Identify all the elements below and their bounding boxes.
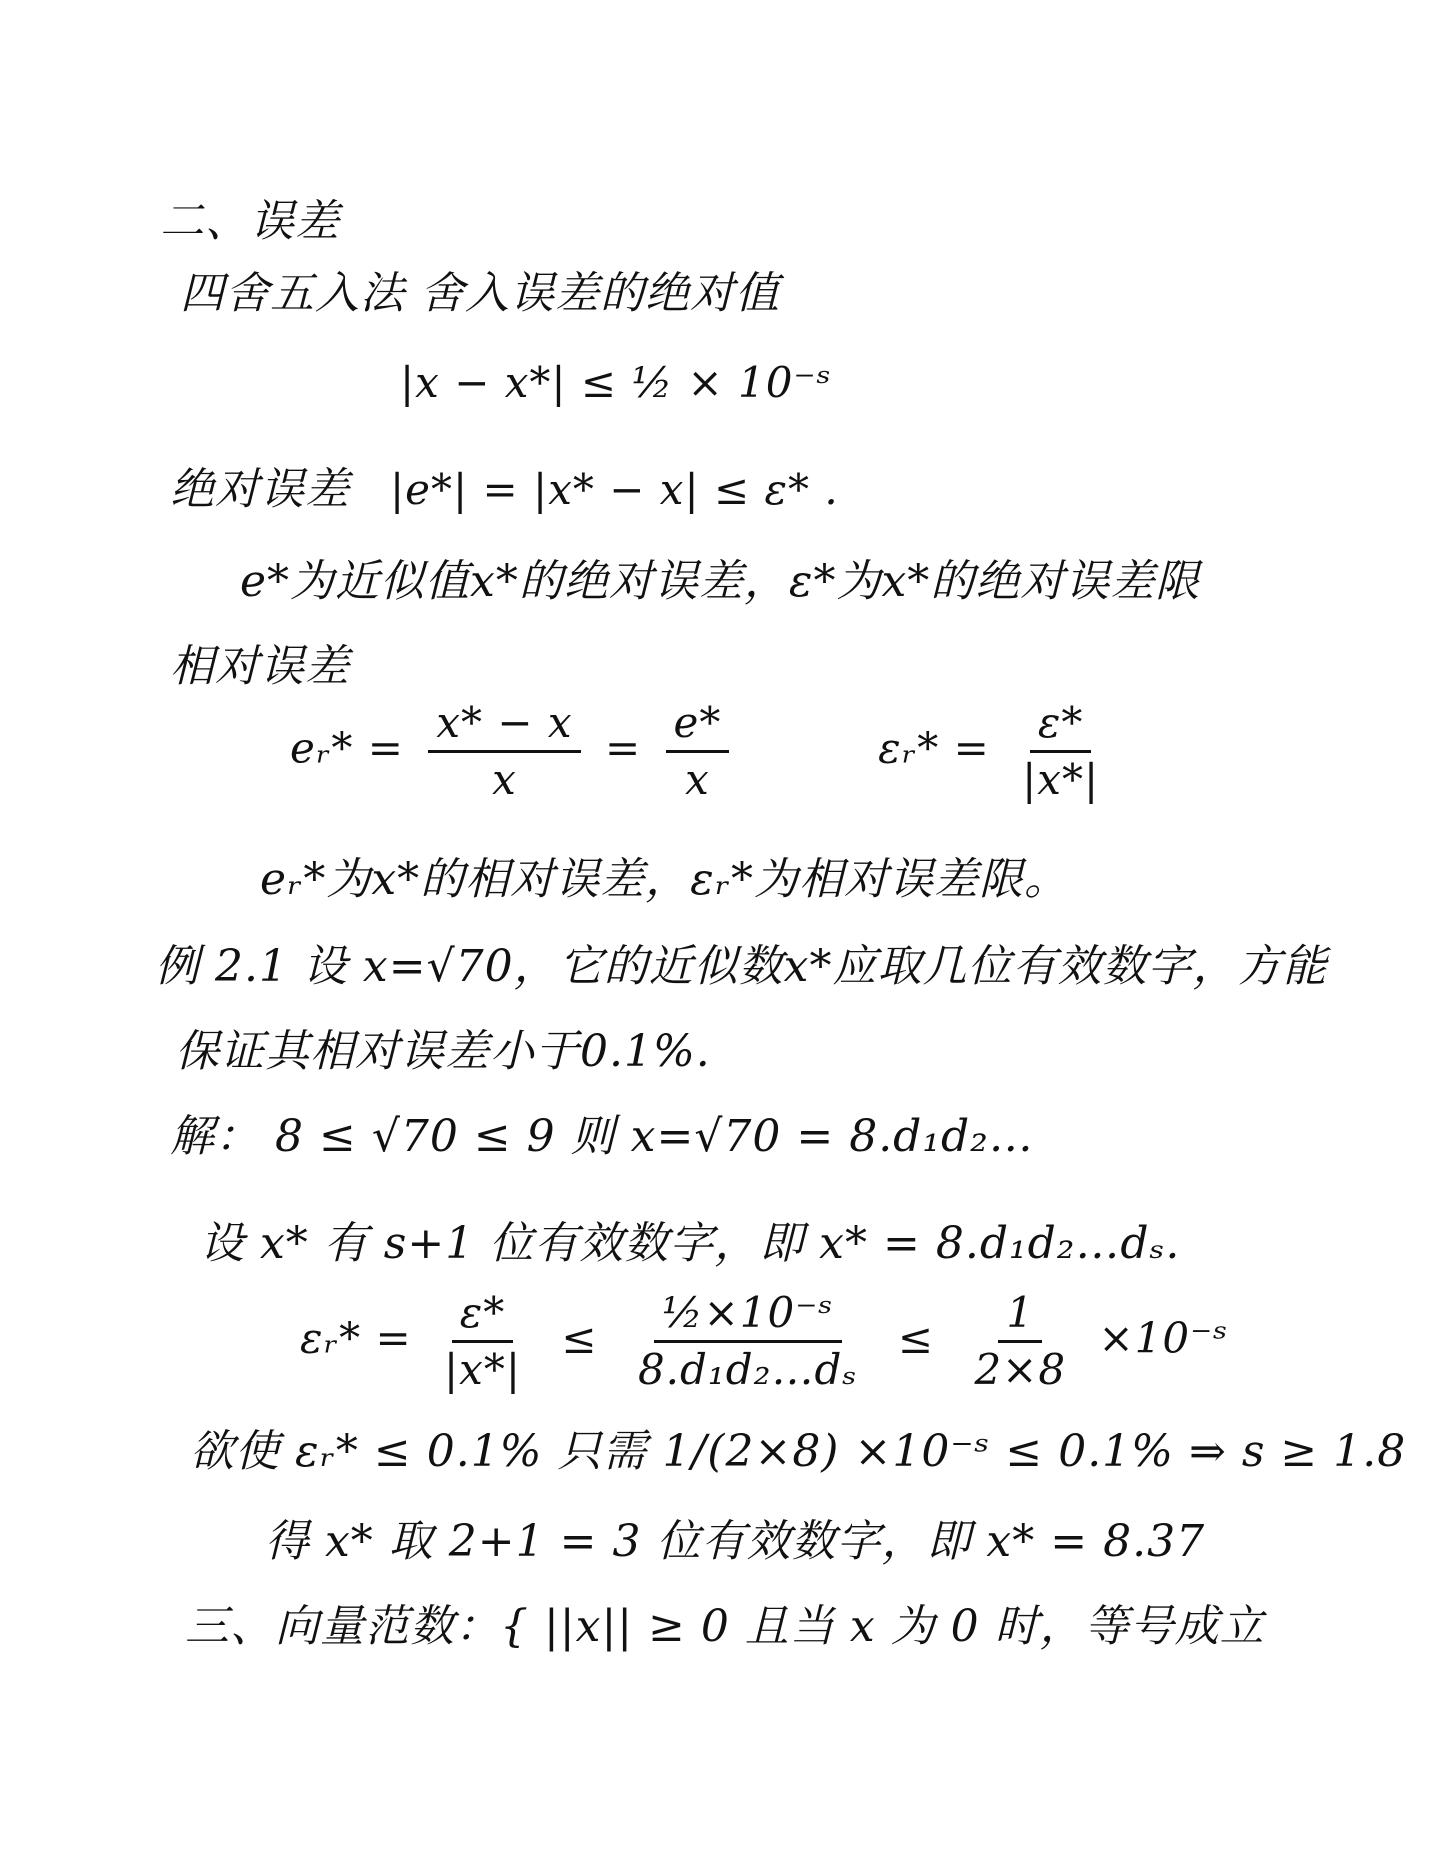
solution-fraction-2	[630, 1290, 866, 1393]
relative-error-bound-fraction	[1014, 700, 1107, 803]
relative-error-bound-lhs: εᵣ* =	[878, 723, 990, 773]
relative-error-fraction-1	[428, 700, 580, 803]
relative-error-description: eᵣ*为x*的相对误差，εᵣ*为相对误差限。	[260, 854, 1070, 905]
relative-error-formula-row	[290, 700, 1117, 803]
absolute-error-description: e*为近似值x*的绝对误差，ε*为x*的绝对误差限	[240, 556, 1201, 607]
error-section-heading: 二、误差	[160, 196, 340, 247]
rounding-method-line: 四舍五入法 舍入误差的绝对值	[180, 268, 780, 319]
fraction-numerator: ½×10⁻ˢ	[654, 1290, 842, 1343]
solution-line-2: 设 x* 有 s+1 位有效数字，即 x* = 8.d₁d₂…dₛ.	[200, 1218, 1181, 1269]
fraction-numerator: 1	[998, 1290, 1042, 1343]
vector-norm-heading: 三、向量范数：{ ||x|| ≥ 0 且当 x 为 0 时，等号成立	[185, 1601, 1265, 1652]
solution-fraction-1	[436, 1290, 529, 1393]
absolute-error-label: 绝对误差	[170, 464, 350, 515]
solution-line-1: 解： 8 ≤ √70 ≤ 9 则 x=√70 = 8.d₁d₂…	[170, 1111, 1034, 1162]
less-equal-sign: ≤	[897, 1313, 935, 1363]
fraction-numerator: x* − x	[428, 700, 580, 753]
fraction-denominator: 8.d₁d₂…dₛ	[637, 1345, 858, 1395]
example-line-1: 例 2.1 设 x=√70，它的近似数x*应取几位有效数字，方能	[155, 941, 1328, 992]
fraction-denominator: x	[685, 755, 710, 805]
solution-formula-row	[300, 1290, 1228, 1393]
solution-line-3: 欲使 εᵣ* ≤ 0.1% 只需 1/(2×8) ×10⁻ˢ ≤ 0.1% ⇒ s ≥ 1.8	[190, 1426, 1407, 1477]
example-line-2: 保证其相对误差小于0.1%.	[175, 1026, 711, 1077]
fraction-numerator: ε*	[452, 1290, 514, 1343]
solution-formula-lhs: εᵣ* =	[300, 1313, 412, 1363]
fraction-denominator: |x*|	[444, 1345, 522, 1395]
fraction-denominator: 2×8	[974, 1345, 1067, 1395]
absolute-error-formula: |e*| = |x* − x| ≤ ε* .	[390, 465, 839, 514]
relative-error-lhs: eᵣ* =	[290, 723, 404, 773]
fraction-numerator: ε*	[1030, 700, 1092, 753]
less-equal-sign: ≤	[561, 1313, 598, 1363]
solution-line-4: 得 x* 取 2+1 = 3 位有效数字，即 x* = 8.37	[265, 1516, 1206, 1567]
fraction-denominator: |x*|	[1022, 755, 1100, 805]
fraction-denominator: x	[492, 755, 517, 805]
solution-formula-tail: ×10⁻ˢ	[1098, 1313, 1229, 1363]
absolute-error-row	[170, 464, 839, 515]
fraction-numerator: e*	[666, 700, 730, 753]
rounding-error-formula: |x − x*| ≤ ½ × 10⁻ˢ	[400, 358, 832, 407]
relative-error-fraction-2	[666, 700, 730, 803]
solution-fraction-3	[966, 1290, 1074, 1393]
equals-sign: =	[604, 723, 642, 773]
relative-error-label: 相对误差	[170, 641, 350, 692]
